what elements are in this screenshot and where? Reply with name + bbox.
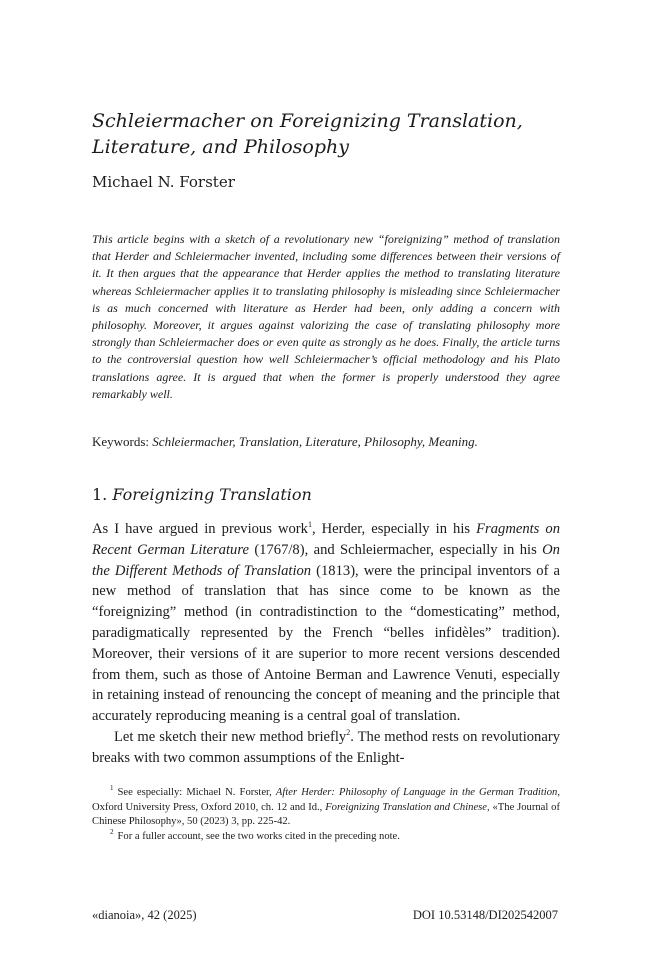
fn1-title-after-herder: After Herder: Philosophy of Language in the German Tradition	[275, 787, 558, 798]
p1-text-b: , Herder, especially in his	[311, 521, 477, 537]
keywords-label: Keywords:	[92, 434, 150, 449]
p1-text-d: (1813), were the principal inventors of a new method of translation that has since come to be known as the “foreignizing” method (in contradistinction to the “domesticating” method, paradigmatically represented by the French “belles infidèles” tradition). Moreover, their versions of it are superior to more recent versions descended from them, such as those of Antoine Berman and Lawrence Venuti, especially in retaining instead of renouncing the concept of meaning and the principle that accurately reproducing meaning is a central goal of translation.	[92, 562, 560, 725]
article-abstract: This article begins with a sketch of a revolutionary new “foreignizing” method of translation that Herder and Schleiermacher invented, including some differences between their versions of it. It then argues that the appearance that Herder applies the method to translating literature whereas Schleiermacher applies it to translating philosophy is misleading since Schleiermacher is as much concerned with literature as Herder had been, only adding a concern with philosophy. Moreover, it argues against valorizing the case of translating philosophy more strongly than Schleiermacher does or even quite as strongly as he does. Finally, the article turns to the controversial question how well Schleiermacher’s official methodology and his Plato translations agree. It is argued that when the former is properly understood they agree remarkably well.	[92, 232, 560, 401]
paragraph-2	[92, 727, 560, 769]
keywords-list: Schleiermacher, Translation, Literature, Philosophy, Meaning.	[152, 434, 478, 449]
paragraph-1	[92, 519, 560, 727]
footnote-1-number: 1	[110, 784, 114, 793]
section-title: Foreignizing Translation	[112, 485, 312, 504]
footnotes	[92, 786, 560, 844]
p2-text-b: . The method rests on revolutionary breaks with two common assumptions of the Enlight-	[92, 728, 560, 766]
article-title: Schleiermacher on Foreignizing Translation, Literature, and Philosophy	[92, 110, 523, 158]
footer-doi[interactable]: DOI 10.53148/DI202542007	[412, 908, 558, 922]
footnote-ref-2[interactable]: 2	[346, 728, 351, 738]
fn1-text-c: , «The Journal of Chinese Philosophy», 50 (2023) 3, pp. 225-42.	[92, 801, 561, 828]
article-author: Michael N. Forster	[92, 173, 235, 191]
footnote-2	[92, 830, 560, 845]
fn1-title-foreignizing: Foreignizing Translation and Chinese	[325, 801, 487, 813]
p1-text-a: As I have argued in previous work	[92, 521, 308, 537]
body-text	[92, 519, 560, 769]
footer-journal: «dianoia», 42 (2025)	[92, 908, 197, 922]
fn1-text-a: See especially: Michael N. Forster,	[117, 787, 276, 798]
section-number: 1.	[92, 485, 108, 504]
footnote-1	[92, 786, 560, 830]
p2-text-a: Let me sketch their new method briefly	[114, 728, 347, 745]
p1-title-methods: On the Different Methods of Translation	[92, 541, 560, 579]
fn2-text: For a fuller account, see the two works cited in the preceding note.	[117, 830, 400, 842]
keywords-line	[92, 433, 562, 451]
fn1-text-b: , Oxford University Press, Oxford 2010, ch. 12 and Id.,	[92, 787, 560, 813]
p1-title-fragments: Fragments on Recent German Literature	[92, 521, 560, 558]
section-heading	[92, 484, 312, 506]
p1-text-c: (1767/8), and Schleiermacher, especially in his	[248, 541, 543, 558]
footnote-ref-1[interactable]: 1	[307, 520, 312, 530]
footnote-2-number: 2	[110, 828, 114, 837]
